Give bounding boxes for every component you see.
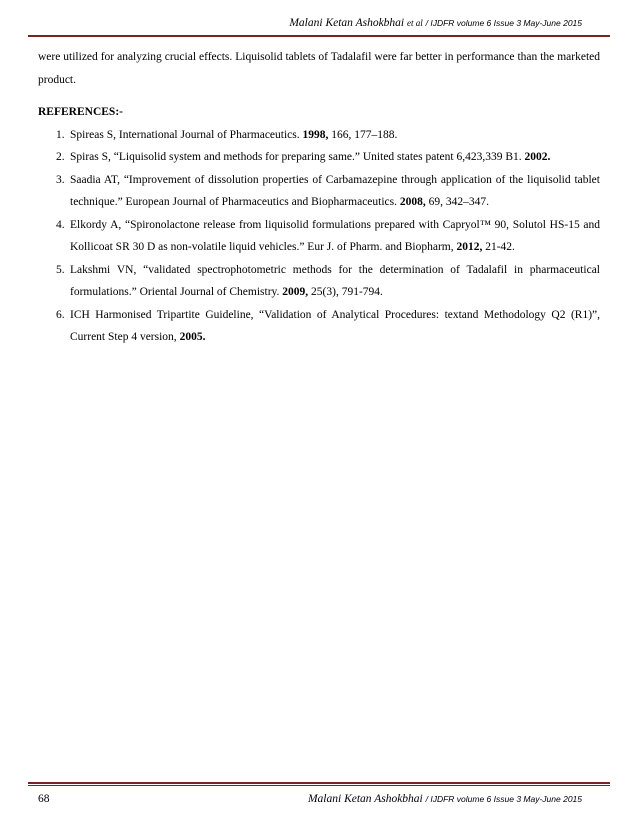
reference-text: 166, 177–188. — [328, 128, 398, 141]
header-rule — [28, 35, 610, 37]
reference-text: Lakshmi VN, “validated spectrophotometric methods for the determination of Tadalafil in pharmaceutical formulations.” Oriental Journal of Chemistry. — [70, 263, 600, 298]
reference-text: Elkordy A, “Spironolactone release from liquisolid formulations prepared with Capryol™ 90, Solutol HS-15 and Kollicoat SR 30 D as non-volatile liquid vehicles.” Eur J. of Pharm. and Biopharm, — [70, 218, 600, 253]
reference-item — [38, 259, 600, 304]
reference-year: 2009, — [282, 286, 309, 298]
reference-year: 2012, — [456, 241, 483, 253]
continuation-paragraph: were utilized for analyzing crucial effects. Liquisolid tablets of Tadalafil were far better in performance than the marketed product. — [38, 51, 600, 86]
footer-author: Malani Ketan Ashokbhai — [307, 793, 423, 805]
references-heading: REFERENCES:- — [38, 106, 123, 118]
reference-number: 3. — [56, 173, 65, 186]
header-journal: / IJDFR volume 6 Issue 3 May-June 2015 — [425, 18, 582, 28]
reference-text: 21-42. — [482, 241, 515, 253]
reference-item — [38, 304, 600, 349]
page-content — [38, 46, 600, 349]
reference-text: 69, 342–347. — [425, 196, 489, 208]
header-etal: et al — [407, 18, 423, 28]
references-list — [38, 124, 600, 349]
running-header — [0, 17, 638, 29]
reference-number: 2. — [56, 151, 65, 163]
footer-journal: / IJDFR volume 6 Issue 3 May-June 2015 — [425, 794, 582, 804]
reference-year: 2008, — [399, 196, 426, 208]
reference-text: 25(3), 791-794. — [308, 286, 383, 298]
reference-text: Spireas S, International Journal of Pharmaceutics. — [70, 128, 303, 141]
header-author: Malani Ketan Ashokbhai — [289, 17, 405, 29]
reference-year: 2002. — [524, 151, 551, 163]
footer-citation — [308, 793, 582, 805]
reference-text: ICH Harmonised Tripartite Guideline, “Validation of Analytical Procedures: textand Methodology Q2 (R1)”, Current Step 4 version, — [70, 308, 600, 343]
reference-number: 1. — [56, 128, 65, 141]
reference-item — [38, 124, 600, 147]
footer-rule — [28, 782, 610, 786]
reference-number: 4. — [56, 218, 65, 231]
reference-year: 2005. — [179, 331, 206, 343]
reference-item — [38, 169, 600, 214]
reference-number: 6. — [56, 308, 65, 321]
reference-text: Saadia AT, “Improvement of dissolution properties of Carbamazepine through application of the liquisolid tablet technique.” European Journal of Pharmaceutics and Biopharmaceutics. — [70, 173, 600, 208]
reference-year: 1998, — [302, 128, 329, 141]
reference-text: Spiras S, “Liquisolid system and methods for preparing same.” United states patent 6,423,339 B1. — [70, 151, 525, 163]
reference-number: 5. — [56, 263, 65, 276]
reference-item — [38, 214, 600, 259]
page-number: 68 — [38, 793, 50, 805]
reference-item — [38, 146, 600, 169]
